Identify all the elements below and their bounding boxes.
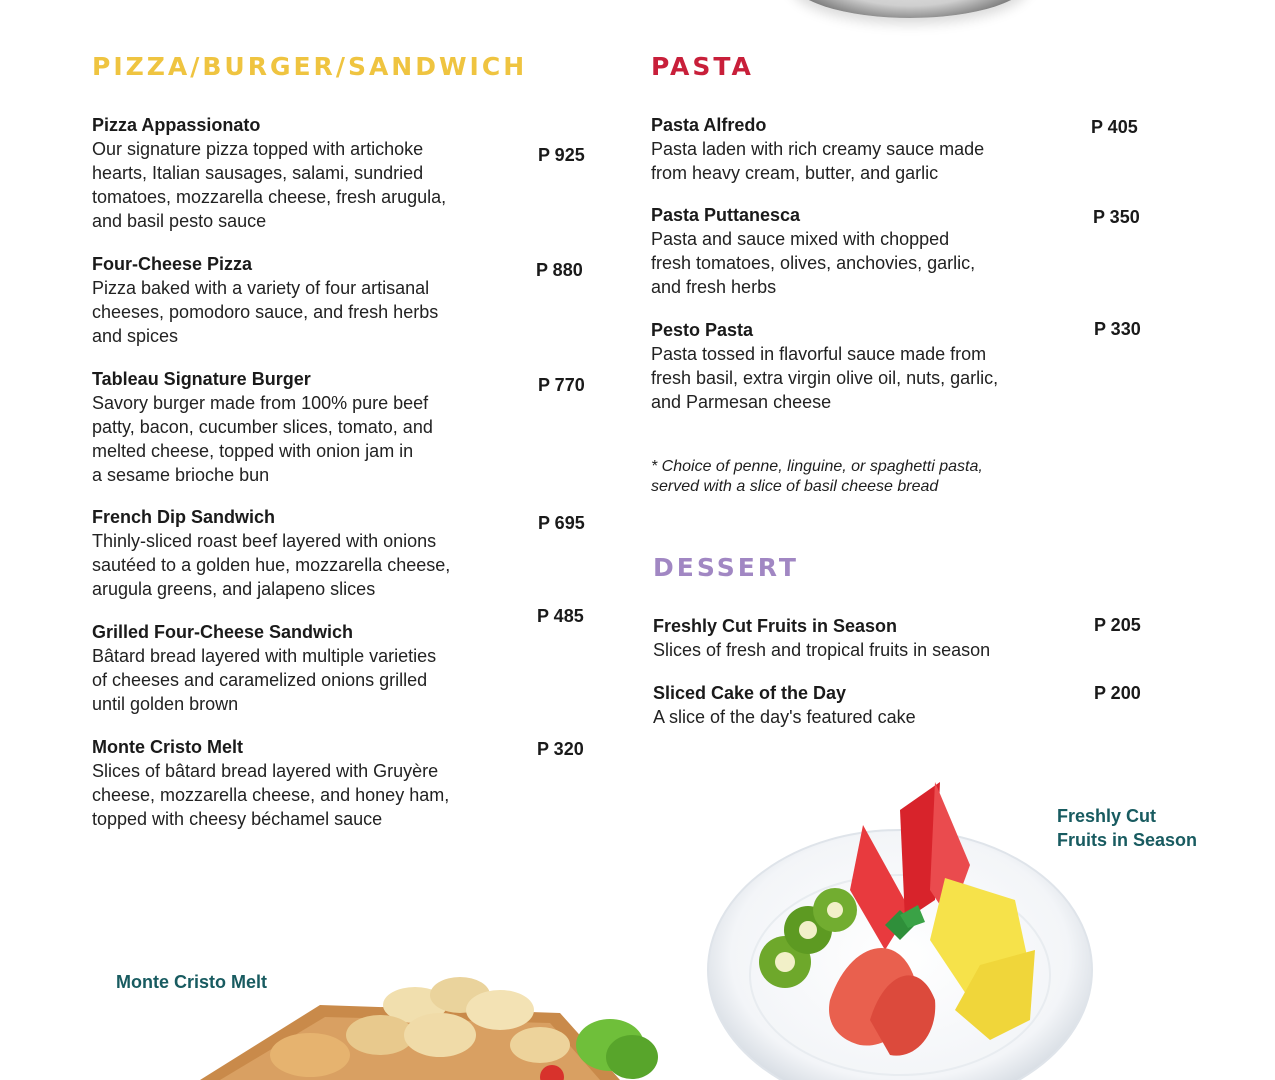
item-price: P 770 bbox=[538, 375, 585, 395]
monte-cristo-photo-caption: Monte Cristo Melt bbox=[116, 972, 267, 992]
item-name: Four-Cheese Pizza bbox=[92, 254, 253, 274]
item-name: Pizza Appassionato bbox=[92, 115, 261, 135]
item-description: Thinly-sliced roast beef layered with onions sautéed to a golden hue, mozzarella cheese, arugula greens, and jalapeno slices bbox=[92, 531, 451, 599]
menu-item-freshly-cut-fruits bbox=[653, 614, 1073, 662]
item-description: Our signature pizza topped with artichoke hearts, Italian sausages, salami, sundried tomatoes, mozzarella cheese, fresh arugula, and basil pesto sauce bbox=[92, 139, 447, 231]
menu-item-four-cheese-pizza bbox=[92, 252, 512, 348]
item-name: Pasta Puttanesca bbox=[651, 205, 801, 225]
item-name: Pesto Pasta bbox=[651, 320, 754, 340]
fruits-photo-caption: Freshly Cut Fruits in Season bbox=[1057, 806, 1198, 850]
pasta-note: * Choice of penne, linguine, or spaghetti pasta, served with a slice of basil cheese bread bbox=[651, 458, 983, 495]
item-price: P 880 bbox=[536, 260, 583, 280]
menu-item-french-dip-sandwich bbox=[92, 505, 512, 601]
menu-item-pizza-appassionato bbox=[92, 113, 512, 233]
item-name: Pasta Alfredo bbox=[651, 115, 767, 135]
item-price: P 200 bbox=[1094, 683, 1141, 703]
item-name: French Dip Sandwich bbox=[92, 507, 276, 527]
fruit-plate-photo bbox=[700, 770, 1100, 1080]
item-name: Monte Cristo Melt bbox=[92, 737, 243, 757]
item-price: P 695 bbox=[538, 513, 585, 533]
menu-item-monte-cristo-melt bbox=[92, 735, 512, 831]
item-price: P 485 bbox=[537, 606, 584, 626]
pizza-section-title: PIZZA/BURGER/SANDWICH bbox=[92, 52, 528, 81]
item-name: Grilled Four-Cheese Sandwich bbox=[92, 622, 354, 642]
menu-item-pasta-puttanesca bbox=[651, 203, 1071, 299]
item-description: A slice of the day's featured cake bbox=[653, 707, 916, 727]
item-description: Savory burger made from 100% pure beef patty, bacon, cucumber slices, tomato, and melted cheese, topped with onion jam in a sesame brioche bun bbox=[92, 393, 433, 485]
item-price: P 350 bbox=[1093, 207, 1140, 227]
menu-item-sliced-cake bbox=[653, 681, 1073, 729]
item-price: P 925 bbox=[538, 145, 585, 165]
item-name: Tableau Signature Burger bbox=[92, 369, 311, 389]
menu-item-grilled-four-cheese-sandwich bbox=[92, 620, 512, 716]
item-name: Freshly Cut Fruits in Season bbox=[653, 616, 898, 636]
monte-cristo-photo bbox=[200, 975, 660, 1080]
dessert-section-title: DESSERT bbox=[653, 553, 799, 582]
menu-item-pesto-pasta bbox=[651, 318, 1071, 414]
item-price: P 205 bbox=[1094, 615, 1141, 635]
top-plate-photo bbox=[790, 0, 1030, 18]
menu-item-tableau-signature-burger bbox=[92, 367, 512, 487]
item-description: Slices of fresh and tropical fruits in season bbox=[653, 640, 991, 660]
menu-item-pasta-alfredo bbox=[651, 113, 1071, 185]
item-description: Pizza baked with a variety of four artisanal cheeses, pomodoro sauce, and fresh herbs and spices bbox=[92, 278, 439, 346]
item-description: Bâtard bread layered with multiple varieties of cheeses and caramelized onions grilled until golden brown bbox=[92, 646, 437, 714]
item-description: Pasta tossed in flavorful sauce made from fresh basil, extra virgin olive oil, nuts, garlic, and Parmesan cheese bbox=[651, 344, 999, 412]
item-price: P 320 bbox=[537, 739, 584, 759]
item-name: Sliced Cake of the Day bbox=[653, 683, 847, 703]
item-description: Slices of bâtard bread layered with Gruyère cheese, mozzarella cheese, and honey ham, topped with cheesy béchamel sauce bbox=[92, 761, 450, 829]
item-price: P 330 bbox=[1094, 319, 1141, 339]
pasta-section-title: PASTA bbox=[651, 52, 754, 81]
item-price: P 405 bbox=[1091, 117, 1138, 137]
item-description: Pasta laden with rich creamy sauce made from heavy cream, butter, and garlic bbox=[651, 139, 985, 183]
item-description: Pasta and sauce mixed with chopped fresh tomatoes, olives, anchovies, garlic, and fresh herbs bbox=[651, 229, 976, 297]
